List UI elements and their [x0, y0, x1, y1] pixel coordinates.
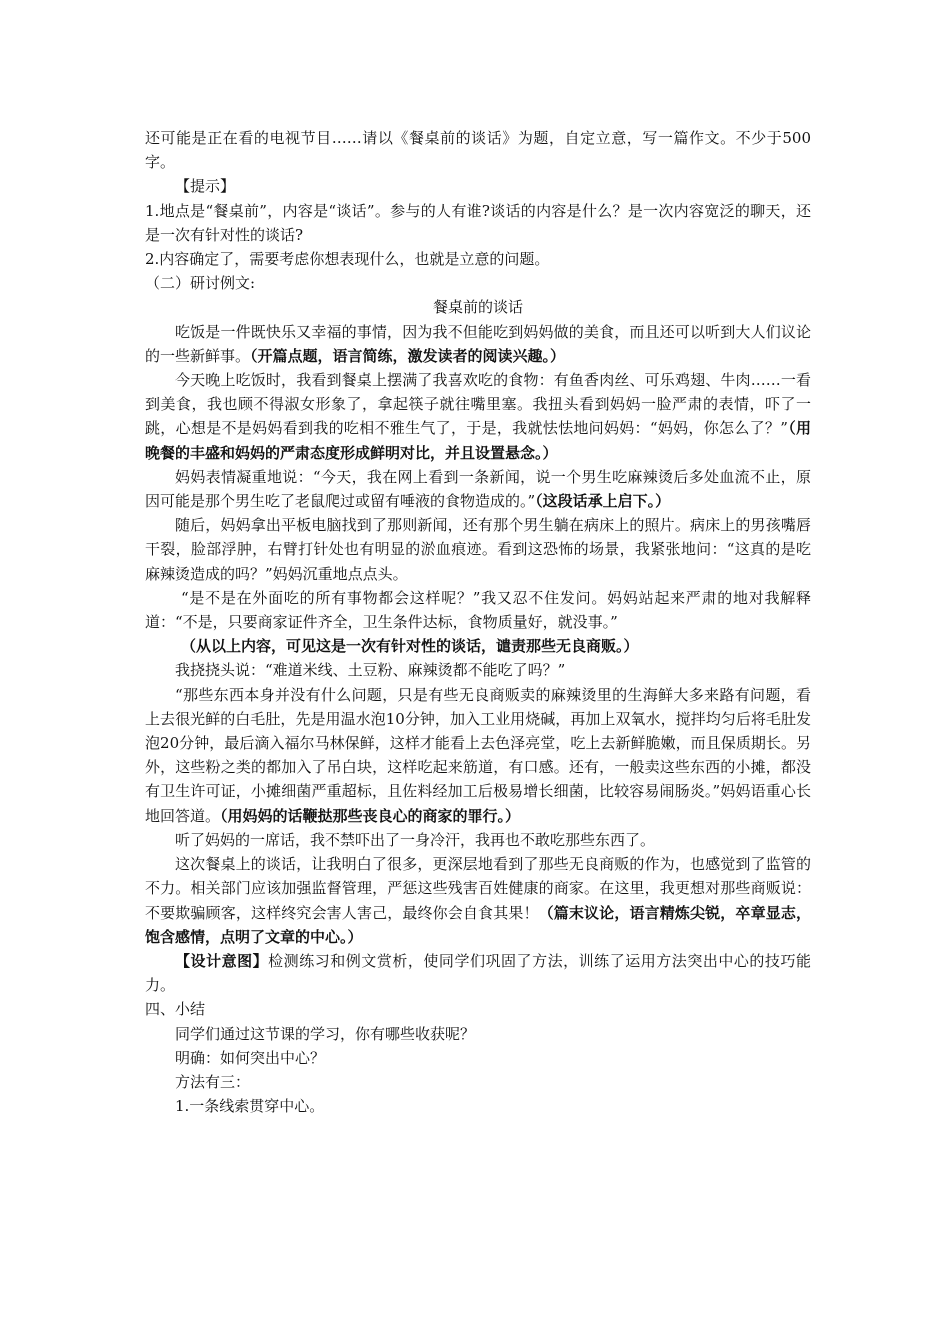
summary-method-1: 1.一条线索贯穿中心。 — [175, 1097, 325, 1116]
paragraph-text: “那些东西本身并没有什么问题，只是有些无良商贩卖的麻辣烫里的生海鲜大多来路有问题，看上去很光鲜的白毛肚，先是用温水泡10分钟，加入工业用烧碱，再加上双氧水，搅拌均匀后将毛肚发泡20分钟，最后滴入福尔马林保鲜，这样才能看上去色泽亮堂，吃上去新鲜脆嫩，而且保质期长。另外，这些粉之类的都加入了吊白块，这样吃起来筋道，有口感。还有，一般卖这些东西的小摊，都没有卫生许可证，小摊细菌严重超标，且佐料经加工后极易增长细菌，比较容易闹肠炎。”妈妈语重心长地回答道。 — [145, 685, 811, 825]
essay-paragraph-8 — [145, 683, 811, 828]
essay-paragraph-2 — [145, 368, 811, 465]
comment-note: （开篇点题，语言简练，激发读者的阅读兴趣。） — [250, 346, 566, 365]
section-heading: （二）研讨例文: — [145, 274, 256, 293]
hint-item-2: 2.内容确定了，需要考虑你想表现什么，也就是立意的问题。 — [145, 250, 550, 269]
summary-answer: 明确：如何突出中心？ — [175, 1048, 326, 1067]
summary-question: 同学们通过这节课的学习，你有哪些收获呢？ — [175, 1024, 476, 1043]
essay-paragraph-1 — [145, 320, 811, 368]
summary-methods: 方法有三： — [175, 1072, 251, 1091]
comment-note: （这段话承上启下。） — [535, 492, 671, 511]
essay-paragraph-3 — [145, 465, 811, 513]
design-text: 检测练习和例文赏析，使同学们巩固了方法，训练了运用方法突出中心的技巧能力。 — [145, 951, 811, 995]
essay-paragraph-6 — [145, 634, 811, 658]
hint-item-1: 1.地点是“餐桌前”，内容是“谈话”。参与的人有谁?谈话的内容是什么？是一次内容宽泛的聊天，还是一次有针对性的谈话? — [145, 201, 811, 244]
summary-heading: 四、小结 — [145, 1000, 206, 1019]
paragraph-text: 妈妈表情凝重地说：“今天，我在网上看到一条新闻，说一个男生吃麻辣烫后多处血流不止，原因可能是那个男生吃了老鼠爬过或留有唾液的食物造成的。” — [145, 467, 811, 511]
essay-paragraph-9: 听了妈妈的一席话，我不禁吓出了一身冷汗，我再也不敢吃那些东西了。 — [175, 830, 656, 849]
document-page — [145, 126, 811, 1118]
essay-paragraph-5: “是不是在外面吃的所有事物都会这样呢？”我又忍不住发问。妈妈站起来严肃的地对我解释道：“不是，只要商家证件齐全，卫生条件达标，食物质量好，就没事。” — [145, 588, 811, 632]
comment-note: （用妈妈的话鞭挞那些丧良心的商家的罪行。） — [220, 806, 521, 825]
hint-label: 【提示】 — [175, 177, 236, 196]
essay-paragraph-10 — [145, 852, 811, 949]
comment-note: （篇末议论，语言精炼尖锐，卒章显志，饱含感情，点明了文章的中心。） — [145, 903, 811, 946]
essay-paragraph-4: 随后，妈妈拿出平板电脑找到了那则新闻，还有那个男生躺在病床上的照片。病床上的男孩嘴唇干裂，脸部浮肿，右臂打针处也有明显的淤血痕迹。看到这恐怖的场景，我紧张地问：“这真的是吃麻辣烫造成的吗？”妈妈沉重地点点头。 — [145, 516, 811, 583]
paragraph-text: 这次餐桌上的谈话，让我明白了很多，更深层地看到了那些无良商贩的作为，也感觉到了监管的不力。相关部门应该加强监督管理，严惩这些残害百姓健康的商家。在这里，我更想对那些商贩说：不要欺骗顾客，这样终究会害人害己，最终你会自食其果！ — [145, 855, 811, 922]
design-intent — [145, 949, 811, 997]
intro-paragraph: 还可能是正在看的电视节目……请以《餐桌前的谈话》为题，自定立意，写一篇作文。不少于500字。 — [145, 129, 811, 172]
essay-title: 餐桌前的谈话 — [432, 298, 523, 317]
comment-note: （用晚餐的丰盛和妈妈的严肃态度形成鲜明对比，并且设置悬念。） — [145, 419, 811, 462]
design-label: 【设计意图】 — [175, 951, 269, 970]
paragraph-text: 今天晚上吃饭时，我看到餐桌上摆满了我喜欢吃的食物：有鱼香肉丝、可乐鸡翅、牛肉……一看到美食，我也顾不得淑女形象了，拿起筷子就往嘴里塞。我扭头看到妈妈一脸严肃的表情，吓了一跳，心想是不是妈妈看到我的吃相不雅生气了，于是，我就怯怯地问妈妈：“妈妈，你怎么了？” — [145, 371, 811, 438]
comment-note: （从以上内容，可见这是一次有针对性的谈话，谴责那些无良商贩。） — [181, 637, 639, 656]
paragraph-text: 吃饭是一件既快乐又幸福的事情，因为我不但能吃到妈妈做的美食，而且还可以听到大人们议论的一些新鲜事。 — [145, 322, 811, 365]
essay-paragraph-7: 我挠挠头说：“难道米线、土豆粉、麻辣烫都不能吃了吗？” — [175, 661, 566, 680]
